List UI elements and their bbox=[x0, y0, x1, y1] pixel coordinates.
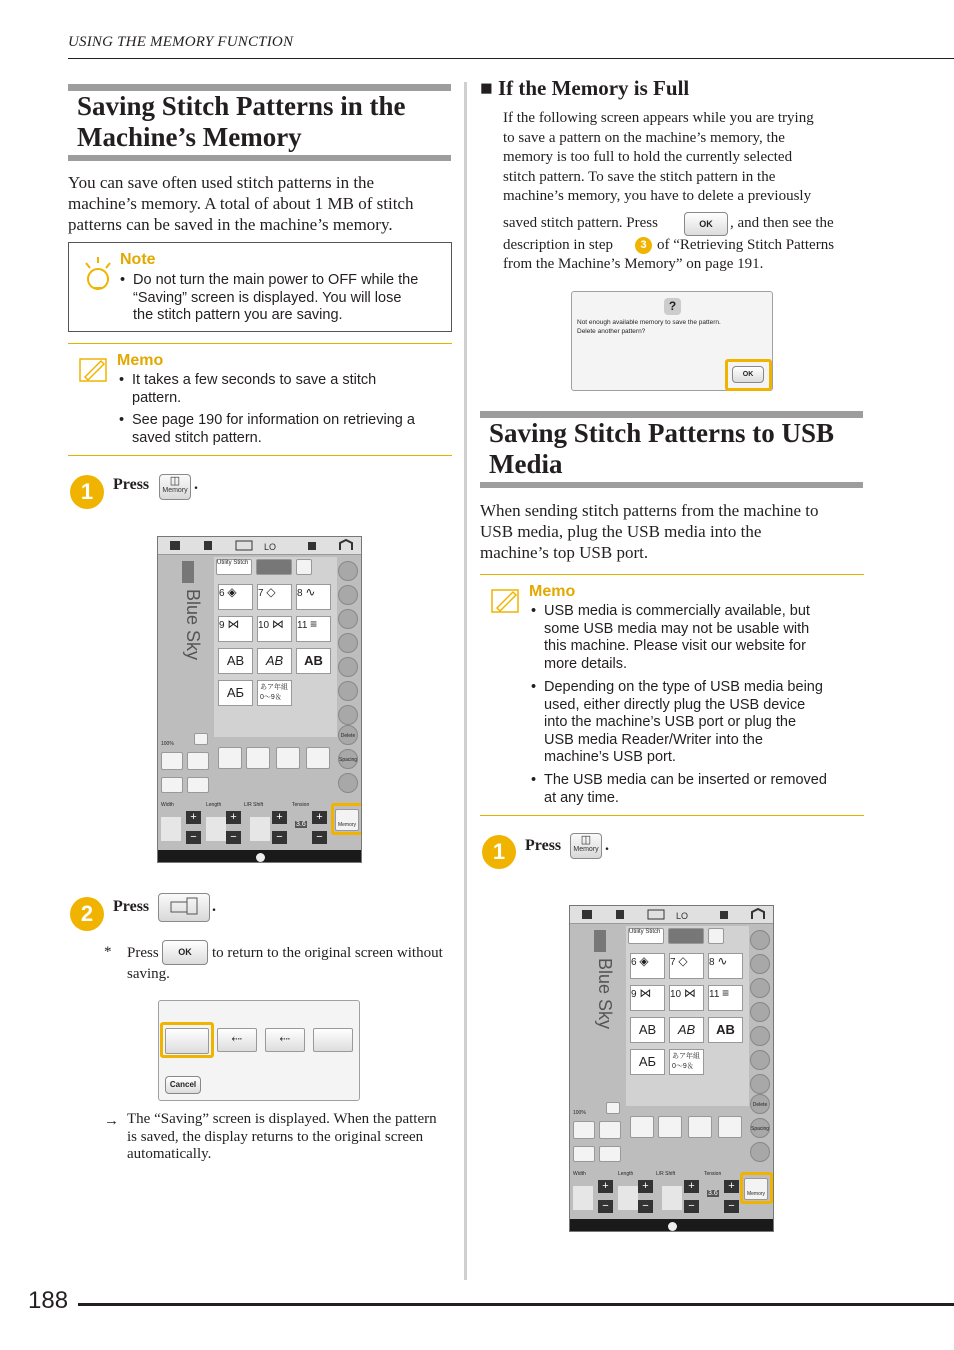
usb-button-2[interactable] bbox=[276, 747, 300, 769]
length-plus[interactable]: + bbox=[226, 811, 241, 824]
stitch-10[interactable]: 10 ⋈ bbox=[669, 985, 704, 1011]
memory-button[interactable]: Memory bbox=[335, 809, 359, 831]
lr-shift-label: L/R Shift bbox=[244, 802, 264, 808]
memo-item-1: It takes a few seconds to save a stitch pattern. bbox=[132, 372, 377, 406]
width-plus[interactable]: + bbox=[598, 1180, 613, 1193]
ok-button-inline[interactable]: OK bbox=[162, 940, 208, 965]
memo-bullet-2: • bbox=[119, 412, 125, 428]
side-button-5[interactable] bbox=[750, 1026, 770, 1046]
para-line-7a: description in step bbox=[503, 237, 613, 253]
memo-pencil-icon bbox=[79, 355, 109, 383]
stitch-7[interactable]: 7 ◇ bbox=[257, 584, 292, 610]
font-ab-1[interactable]: AB bbox=[218, 648, 253, 674]
usb-memo-label: Memo bbox=[529, 583, 576, 600]
asterisk-press: Press bbox=[127, 945, 159, 961]
memo-item-2: See page 190 for information on retrieving a saved stitch pattern. bbox=[132, 412, 415, 446]
needle-mode-button[interactable] bbox=[161, 752, 183, 770]
length-value bbox=[206, 817, 226, 841]
note-text: Do not turn the main power to OFF while the “Saving” screen is displayed. You will lose the stitch pattern you are saving. bbox=[133, 272, 419, 323]
usb-section-bar-top bbox=[480, 411, 863, 418]
width-plus[interactable]: + bbox=[186, 811, 201, 824]
width-value bbox=[573, 1186, 593, 1210]
ok-button-inline-right[interactable]: OK bbox=[684, 212, 728, 236]
font-japanese[interactable]: あア年組 0～9＆ bbox=[257, 680, 292, 706]
side-button-4[interactable] bbox=[750, 1002, 770, 1022]
step-1-press: Press bbox=[113, 476, 150, 493]
side-button-3[interactable] bbox=[750, 978, 770, 998]
font-ab-3[interactable]: AB bbox=[296, 648, 331, 674]
memory-full-paragraph: If the following screen appears while you are trying to save a pattern on the machine’s memory, the memory is too full to hold the currently selected stitch pattern. To save the stitch pattern in the machine’s memory, you have to delete a previously bbox=[503, 110, 814, 204]
lr-shift-minus[interactable]: − bbox=[272, 831, 287, 844]
needle-stop-button[interactable] bbox=[599, 1146, 621, 1162]
lr-shift-plus[interactable]: + bbox=[684, 1180, 699, 1193]
pc-button[interactable] bbox=[306, 747, 330, 769]
asterisk: * bbox=[104, 944, 112, 960]
usb-button-2[interactable] bbox=[688, 1116, 712, 1138]
side-button-2[interactable] bbox=[750, 954, 770, 974]
memo-label: Memo bbox=[117, 352, 164, 369]
tension-plus[interactable]: + bbox=[724, 1180, 739, 1193]
usb-memo-bullet-1: • bbox=[531, 603, 537, 619]
tension-plus[interactable]: + bbox=[312, 811, 327, 824]
toolbar-icons bbox=[158, 537, 362, 555]
screen-bottom-bar bbox=[158, 850, 362, 863]
usb-memo-item-1: USB media is commercially available, but some USB media may not be usable with this machine. Please visit our website for more details. bbox=[544, 603, 810, 672]
tension-minus[interactable]: − bbox=[724, 1200, 739, 1213]
width-minus[interactable]: − bbox=[186, 831, 201, 844]
usb-step-1-press: Press bbox=[525, 837, 562, 854]
side-button-10[interactable] bbox=[750, 1142, 770, 1162]
save-to-machine-icon[interactable] bbox=[158, 893, 210, 922]
side-button-7[interactable] bbox=[338, 705, 358, 725]
scissors-button[interactable] bbox=[187, 752, 209, 770]
save-machine-highlight bbox=[160, 1022, 214, 1058]
length-minus[interactable]: − bbox=[226, 831, 241, 844]
presser-foot-icon bbox=[574, 928, 619, 958]
screen-top-bar bbox=[158, 537, 361, 555]
bottom-home-icon[interactable] bbox=[668, 1222, 677, 1231]
dialog-ok-button[interactable]: OK bbox=[732, 366, 764, 383]
character-tab[interactable] bbox=[256, 559, 292, 575]
lr-shift-label: L/R Shift bbox=[656, 1171, 676, 1177]
result-text: The “Saving” screen is displayed. When the pattern is saved, the display returns to the original screen automatically. bbox=[127, 1111, 437, 1162]
stitch-list-tab[interactable] bbox=[708, 928, 724, 944]
pc-option[interactable] bbox=[313, 1028, 353, 1052]
para-line-7b: of “Retrieving Stitch Patterns bbox=[657, 237, 835, 253]
length-plus[interactable]: + bbox=[638, 1180, 653, 1193]
usb-step-1-badge: 1 bbox=[482, 835, 516, 869]
stitch-7[interactable]: 7 ◇ bbox=[669, 953, 704, 979]
length-value bbox=[618, 1186, 638, 1210]
memory-highlight bbox=[331, 803, 362, 835]
asterisk-text-line2: saving. bbox=[127, 966, 170, 982]
memo-rule-top bbox=[68, 343, 452, 344]
para-line-8: from the Machine’s Memory” on page 191. bbox=[503, 256, 764, 272]
usb-section-bar-bottom bbox=[480, 482, 863, 488]
usb-memo-item-3: The USB media can be inserted or removed at any time. bbox=[544, 772, 827, 806]
section-title-line2: Machine’s Memory bbox=[77, 122, 302, 152]
side-button-7[interactable] bbox=[750, 1074, 770, 1094]
ok-highlight bbox=[725, 359, 772, 391]
side-button-6[interactable] bbox=[338, 681, 358, 701]
intro-paragraph: You can save often used stitch patterns in the machine’s memory. A total of about 1 MB of stitch patterns can be saved in the machine’s memory. bbox=[68, 173, 414, 234]
section-title bbox=[77, 91, 406, 153]
save-machine-button[interactable] bbox=[630, 1116, 654, 1138]
memory-highlight bbox=[740, 1172, 773, 1204]
tension-label: Tension bbox=[704, 1171, 722, 1177]
screen-preview bbox=[162, 559, 207, 739]
width-label: Width bbox=[161, 802, 174, 808]
bottom-home-icon[interactable] bbox=[256, 853, 265, 862]
side-button-1[interactable] bbox=[338, 561, 358, 581]
note-label: Note bbox=[120, 251, 156, 268]
usb-section-title: Saving Stitch Patterns to USB Media bbox=[489, 418, 835, 479]
lr-shift-value bbox=[250, 817, 270, 841]
usb-memo-rule-bottom bbox=[480, 815, 864, 816]
lightbulb-icon bbox=[83, 255, 113, 295]
font-cyrillic[interactable]: АБ bbox=[630, 1049, 665, 1075]
width-value bbox=[161, 817, 181, 841]
stitch-8[interactable]: 8 ∿ bbox=[296, 584, 331, 610]
spacing-button[interactable]: Spacing bbox=[338, 749, 358, 769]
pc-button[interactable] bbox=[718, 1116, 742, 1138]
cancel-button[interactable]: Cancel bbox=[165, 1076, 201, 1094]
length-label: Length bbox=[206, 802, 222, 808]
section-bar-bottom bbox=[68, 155, 451, 161]
character-tab[interactable] bbox=[668, 928, 704, 944]
small-button[interactable] bbox=[194, 733, 208, 745]
small-button[interactable] bbox=[606, 1102, 620, 1114]
utility-stitch-tab[interactable]: Utility Stitch bbox=[628, 928, 664, 944]
usb-memo-item-2: Depending on the type of USB media being used, either directly plug the USB device into the machine’s USB port or plug the USB media Reader/Writer into the machine’s USB port. bbox=[544, 679, 823, 765]
memory-button[interactable]: Memory bbox=[744, 1178, 768, 1200]
tension-label: Tension bbox=[292, 802, 310, 808]
zoom-readout: 100% bbox=[573, 1110, 586, 1116]
usb-option-2[interactable]: ⇠ bbox=[265, 1028, 305, 1052]
section-title-line1: Saving Stitch Patterns in the bbox=[77, 91, 406, 121]
watermark-blue-sky: Blue Sky bbox=[595, 958, 615, 1030]
zoom-readout: 100% bbox=[161, 741, 174, 747]
width-minus[interactable]: − bbox=[598, 1200, 613, 1213]
subheading-marker: ■ bbox=[480, 76, 493, 100]
stitch-panel bbox=[214, 557, 337, 737]
step-1-period: . bbox=[194, 476, 198, 493]
delete-button[interactable]: Delete bbox=[338, 725, 358, 745]
side-button-3[interactable] bbox=[338, 609, 358, 629]
screen-preview bbox=[574, 928, 619, 1108]
step-1-badge: 1 bbox=[70, 475, 104, 509]
stitch-9[interactable]: 9 ⋈ bbox=[630, 985, 665, 1011]
section-bar-top bbox=[68, 84, 451, 91]
step-2-press: Press bbox=[113, 898, 150, 915]
subheading bbox=[480, 76, 689, 101]
length-minus[interactable]: − bbox=[638, 1200, 653, 1213]
utility-stitch-tab[interactable]: Utility Stitch bbox=[216, 559, 252, 575]
usb-button-1[interactable] bbox=[246, 747, 270, 769]
screen-top-bar bbox=[570, 906, 773, 924]
running-head: USING THE MEMORY FUNCTION bbox=[68, 34, 294, 50]
usb-intro: When sending stitch patterns from the machine to USB media, plug the USB media into the machine’s top USB port. bbox=[480, 501, 819, 562]
usb-memo-bullet-3: • bbox=[531, 772, 537, 788]
font-ab-2[interactable]: AB bbox=[669, 1017, 704, 1043]
svg-text:LO: LO bbox=[676, 911, 689, 921]
note-box bbox=[68, 242, 452, 332]
note-bullet: • bbox=[120, 272, 126, 288]
svg-text:LO: LO bbox=[264, 542, 277, 552]
usb-memo-bullet-2: • bbox=[531, 679, 537, 695]
length-label: Length bbox=[618, 1171, 634, 1177]
dialog-message: Not enough available memory to save the pattern. Delete another pattern? bbox=[577, 319, 721, 335]
tension-value: 3.6 bbox=[296, 821, 306, 828]
usb-step-1-period: . bbox=[605, 837, 609, 854]
side-button-5[interactable] bbox=[338, 657, 358, 677]
memo-bullet-1: • bbox=[119, 372, 125, 388]
needle-stop-button[interactable] bbox=[187, 777, 209, 793]
column-divider bbox=[464, 82, 467, 1280]
usb-memory-button-icon[interactable]: ◫ Memory bbox=[570, 833, 602, 859]
header-rule bbox=[68, 58, 954, 59]
lr-shift-value bbox=[662, 1186, 682, 1210]
step-2-period: . bbox=[212, 898, 216, 915]
asterisk-text-line1: to return to the original screen without bbox=[212, 945, 443, 961]
save-machine-button[interactable] bbox=[218, 747, 242, 769]
tension-value: 3.6 bbox=[708, 1190, 718, 1197]
subheading-text: If the Memory is Full bbox=[497, 76, 690, 100]
stitch-panel bbox=[626, 926, 749, 1106]
stitch-11[interactable]: 11 ≡ bbox=[708, 985, 743, 1011]
side-button-4[interactable] bbox=[338, 633, 358, 653]
memo-pencil-icon bbox=[491, 586, 521, 614]
presser-button[interactable] bbox=[573, 1146, 595, 1162]
machine-screen-2 bbox=[569, 905, 774, 1232]
memory-button-icon[interactable]: ◫ Memory bbox=[159, 474, 191, 500]
font-ab-3[interactable]: AB bbox=[708, 1017, 743, 1043]
side-button-6[interactable] bbox=[750, 1050, 770, 1070]
font-ab-1[interactable]: AB bbox=[630, 1017, 665, 1043]
page-number: 188 bbox=[28, 1287, 69, 1314]
step-2-badge: 2 bbox=[70, 897, 104, 931]
save-destination-dialog bbox=[158, 1000, 360, 1101]
delete-button[interactable]: Delete bbox=[750, 1094, 770, 1114]
font-japanese[interactable]: あア年組 0～9＆ bbox=[669, 1049, 704, 1075]
stitch-6[interactable]: 6 ◈ bbox=[630, 953, 665, 979]
stitch-8[interactable]: 8 ∿ bbox=[708, 953, 743, 979]
font-ab-2[interactable]: AB bbox=[257, 648, 292, 674]
question-icon: ? bbox=[664, 298, 681, 315]
machine-save-icon bbox=[159, 894, 209, 921]
side-button-1[interactable] bbox=[750, 930, 770, 950]
watermark-blue-sky: Blue Sky bbox=[183, 589, 203, 661]
footer-rule bbox=[78, 1303, 954, 1306]
lr-shift-plus[interactable]: + bbox=[272, 811, 287, 824]
stitch-9[interactable]: 9 ⋈ bbox=[218, 616, 253, 642]
scissors-button[interactable] bbox=[599, 1121, 621, 1139]
usb-option-1[interactable]: ⇠ bbox=[217, 1028, 257, 1052]
screen-bottom-bar bbox=[570, 1219, 774, 1232]
toolbar-icons bbox=[570, 906, 774, 924]
side-button-2[interactable] bbox=[338, 585, 358, 605]
font-cyrillic[interactable]: АБ bbox=[218, 680, 253, 706]
machine-screen-1 bbox=[157, 536, 362, 863]
stitch-11[interactable]: 11 ≡ bbox=[296, 616, 331, 642]
stitch-10[interactable]: 10 ⋈ bbox=[257, 616, 292, 642]
lr-shift-minus[interactable]: − bbox=[684, 1200, 699, 1213]
usb-memo-rule-top bbox=[480, 574, 864, 575]
para-line-6a: saved stitch pattern. Press bbox=[503, 215, 658, 231]
spacing-button[interactable]: Spacing bbox=[750, 1118, 770, 1138]
para-line-6b: , and then see the bbox=[730, 215, 834, 231]
stitch-list-tab[interactable] bbox=[296, 559, 312, 575]
usb-button-1[interactable] bbox=[658, 1116, 682, 1138]
stitch-6[interactable]: 6 ◈ bbox=[218, 584, 253, 610]
tension-minus[interactable]: − bbox=[312, 831, 327, 844]
result-arrow: → bbox=[104, 1113, 119, 1129]
side-button-10[interactable] bbox=[338, 773, 358, 793]
width-label: Width bbox=[573, 1171, 586, 1177]
memo-rule-bottom bbox=[68, 455, 452, 456]
needle-mode-button[interactable] bbox=[573, 1121, 595, 1139]
memory-full-dialog bbox=[571, 291, 773, 391]
step-3-ref-badge: 3 bbox=[635, 237, 652, 254]
presser-button[interactable] bbox=[161, 777, 183, 793]
